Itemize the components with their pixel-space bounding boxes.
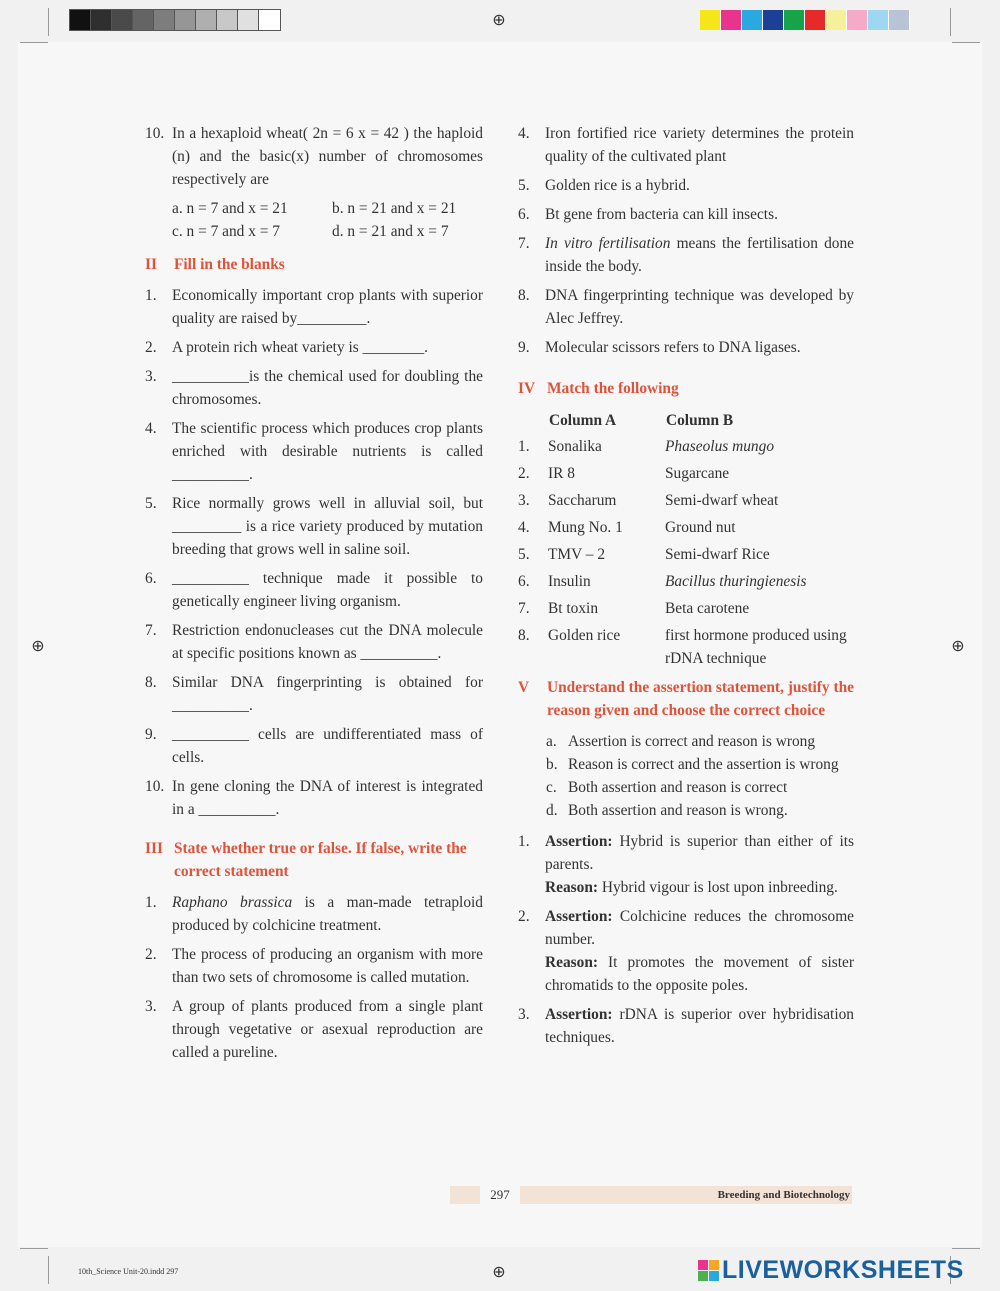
brand-text: LIVEWORKSHEETS — [722, 1256, 964, 1284]
fill-blank-item: 8. Similar DNA fingerprinting is obtained for __________. — [145, 674, 483, 714]
fill-blank-item: 10. In gene cloning the DNA of interest is integrated in a __________. — [145, 778, 483, 818]
true-false-item: 3. A group of plants produced from a single plant through vegetative or asexual reproduction are called a pureline. — [145, 998, 483, 1061]
gray-swatch — [238, 10, 259, 30]
true-false-item: 9. Molecular scissors refers to DNA ligases. — [518, 339, 801, 356]
true-false-list — [145, 891, 483, 1064]
fill-blank-item: 3. __________is the chemical used for doubling the chromosomes. — [145, 368, 483, 408]
column-b-header: Column B — [666, 412, 734, 429]
choice-item: d. Both assertion and reason is wrong. — [546, 802, 788, 819]
assertion-item: 2. Assertion: Colchicine reduces the chromosome number. Reason: It promotes the movement of sister chromatids to the opposite poles. — [518, 908, 854, 994]
color-swatch — [889, 10, 910, 30]
crop-mark — [20, 42, 48, 43]
choice-item: a. Assertion is correct and reason is wrong — [546, 733, 816, 750]
left-column — [145, 122, 483, 1070]
assertion-item: 1. Assertion: Hybrid is superior than either of its parents. Reason: Hybrid vigour is lost upon inbreeding. — [518, 833, 854, 896]
section-heading-assertion: V Understand the assertion statement, justify the reason given and choose the correct choice — [518, 679, 854, 719]
match-row: 2. IR 8 Sugarcane — [518, 465, 730, 482]
column-a-header: Column A — [549, 412, 617, 429]
fill-blank-item: 5. Rice normally grows well in alluvial soil, but _________ is a rice variety produced by mutation breeding that grows well in saline soil. — [145, 495, 483, 558]
gray-swatch — [70, 10, 91, 30]
mc-question-10: 10. In a hexaploid wheat( 2n = 6 x = 42 ) the haploid (n) and the basic(x) number of chromosomes respectively are — [145, 125, 483, 188]
grayscale-calibration-bar — [70, 10, 280, 30]
unit-title: Breeding and Biotechnology — [717, 1189, 850, 1201]
color-swatch — [868, 10, 889, 30]
fill-blank-item: 1. Economically important crop plants with superior quality are raised by_________. — [145, 287, 483, 327]
match-table — [518, 406, 854, 670]
liveworksheets-logo-icon — [698, 1260, 719, 1281]
crop-mark — [20, 1248, 48, 1249]
fill-blank-item: 6. __________ technique made it possible to genetically engineer living organism. — [145, 570, 483, 610]
choice-list — [518, 730, 854, 822]
gray-swatch — [91, 10, 112, 30]
fill-blank-item: 9. __________ cells are undifferentiated mass of cells. — [145, 726, 483, 766]
true-false-item: 7. In vitro fertilisation means the fertilisation done inside the body. — [518, 235, 854, 275]
fill-blanks-list — [145, 284, 483, 821]
choice-item: b. Reason is correct and the assertion is wrong — [546, 756, 839, 773]
match-row: 6. Insulin Bacillus thuringienesis — [518, 573, 807, 590]
color-swatch — [700, 10, 721, 30]
color-swatch — [721, 10, 742, 30]
option-d: d. n = 21 and x = 7 — [332, 223, 449, 240]
crop-mark — [952, 1248, 980, 1249]
gray-swatch — [112, 10, 133, 30]
gray-swatch — [259, 10, 280, 30]
true-false-item: 4. Iron fortified rice variety determines the protein quality of the cultivated plant — [518, 125, 854, 165]
option-c: c. n = 7 and x = 7 — [172, 223, 280, 240]
mc-options — [145, 197, 483, 243]
true-false-item: 2. The process of producing an organism with more than two sets of chromosome is called mutation. — [145, 946, 483, 986]
color-swatch — [826, 10, 847, 30]
crop-mark — [952, 42, 980, 43]
registration-mark-icon: ⊕ — [492, 10, 506, 29]
true-false-list-continued — [518, 122, 854, 359]
gray-swatch — [175, 10, 196, 30]
true-false-item: 6. Bt gene from bacteria can kill insects. — [518, 206, 778, 223]
registration-mark-icon: ⊕ — [31, 636, 45, 655]
registration-mark-icon: ⊕ — [492, 1262, 506, 1281]
match-row: 3. Saccharum Semi-dwarf wheat — [518, 492, 779, 509]
file-slug: 10th_Science Unit-20.indd 297 — [78, 1267, 179, 1276]
true-false-item: 8. DNA fingerprinting technique was developed by Alec Jeffrey. — [518, 287, 854, 327]
color-swatch — [784, 10, 805, 30]
fill-blank-item: 2. A protein rich wheat variety is ________. — [145, 339, 429, 356]
gray-swatch — [133, 10, 154, 30]
section-heading-true-false: III State whether true or false. If false, write the correct statement — [145, 840, 467, 880]
option-a: a. n = 7 and x = 21 — [172, 200, 288, 217]
color-swatch — [742, 10, 763, 30]
registration-mark-icon: ⊕ — [951, 636, 965, 655]
choice-item: c. Both assertion and reason is correct — [546, 779, 788, 796]
color-swatch — [805, 10, 826, 30]
match-row: 4. Mung No. 1 Ground nut — [518, 519, 736, 536]
color-calibration-bar — [700, 10, 910, 30]
section-heading-fill-blanks: II Fill in the blanks — [145, 256, 285, 273]
gray-swatch — [196, 10, 217, 30]
page-number: 297 — [490, 1187, 510, 1202]
color-swatch — [763, 10, 784, 30]
gray-swatch — [154, 10, 175, 30]
crop-mark — [950, 8, 951, 36]
match-row: 7. Bt toxin Beta carotene — [518, 600, 750, 617]
match-header-row — [518, 406, 854, 435]
color-swatch — [847, 10, 868, 30]
liveworksheets-logo[interactable] — [698, 1256, 964, 1285]
crop-mark — [48, 8, 49, 36]
option-b: b. n = 21 and x = 21 — [332, 200, 457, 217]
true-false-item: 1. Raphano brassica is a man-made tetraploid produced by colchicine treatment. — [145, 894, 483, 934]
match-row: 5. TMV – 2 Semi-dwarf Rice — [518, 546, 770, 563]
assertion-item: 3. Assertion: rDNA is superior over hybridisation techniques. — [518, 1006, 854, 1046]
right-column — [518, 122, 854, 1055]
section-heading-match: IV Match the following — [518, 380, 679, 397]
crop-mark — [48, 1256, 49, 1284]
match-row: 1. Sonalika Phaseolus mungo — [518, 438, 775, 455]
true-false-item: 5. Golden rice is a hybrid. — [518, 177, 690, 194]
footer-pill-left — [450, 1186, 480, 1204]
gray-swatch — [217, 10, 238, 30]
assertion-list — [518, 830, 854, 1049]
match-row: 8. Golden rice first hormone produced using rDNA technique — [518, 627, 847, 667]
fill-blank-item: 7. Restriction endonucleases cut the DNA molecule at specific positions known as __________. — [145, 622, 483, 662]
fill-blank-item: 4. The scientific process which produces crop plants enriched with desirable nutrients is called __________. — [145, 420, 483, 483]
